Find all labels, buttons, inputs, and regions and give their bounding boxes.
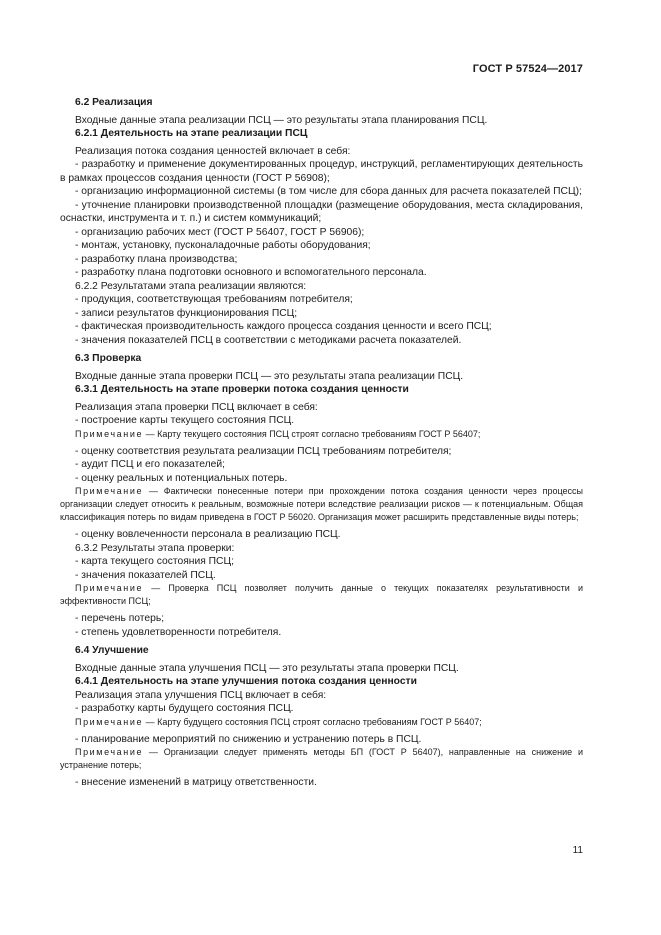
note-text: — Фактически понесенные потери при прохождении потока создания ценности через процессы организации следует относить к реальным, возможные потери вследствие реализации рисков — к потенциальным. Общая классификация потерь по видам приведена в ГОСТ Р 56020. Организация может расширить представленные виды потерь; xyxy=(60,486,583,522)
list-item: - разработку и применение документированных процедур, инструкций, регламентирующих деятельность в рамках процессов создания ценности (ГОСТ Р 56908); xyxy=(60,159,583,184)
paragraph: 6.3.2 Результаты этапа проверки: xyxy=(75,542,235,554)
paragraph: 6.2.2 Результатами этапа реализации являются: xyxy=(75,280,307,292)
list-item: - степень удовлетворенности потребителя. xyxy=(75,626,282,638)
note-label: Примечание xyxy=(75,428,144,439)
list-item: - значения показателей ПСЦ в соответствии с методиками расчета показателей. xyxy=(75,334,462,346)
paragraph: Входные данные этапа реализации ПСЦ — это результаты этапа планирования ПСЦ. xyxy=(75,114,488,126)
paragraph: Входные данные этапа проверки ПСЦ — это результаты этапа реализации ПСЦ. xyxy=(75,370,464,382)
paragraph: Реализация этапа улучшения ПСЦ включает в себя: xyxy=(75,689,327,701)
note-label: Примечание xyxy=(75,583,144,593)
section-heading: 6.4 Улучшение xyxy=(75,645,149,656)
list-item: - фактическая производительность каждого процесса создания ценности и всего ПСЦ; xyxy=(75,321,492,332)
note-label: Примечание xyxy=(75,747,144,757)
note-text: — Карту будущего состояния ПСЦ строят согласно требованиям ГОСТ Р 56407; xyxy=(143,716,482,727)
note-label: Примечание xyxy=(75,716,144,727)
list-item: - перечень потерь; xyxy=(75,613,165,624)
list-item: - планирование мероприятий по снижению и устранению потерь в ПСЦ. xyxy=(75,733,422,745)
note-label: Примечание xyxy=(75,486,144,496)
document-body xyxy=(60,91,583,790)
list-item: - построение карты текущего состояния ПСЦ. xyxy=(75,415,295,426)
paragraph: Реализация потока создания ценностей включает в себя: xyxy=(75,145,351,157)
list-item: - уточнение планировки производственной площадки (размещение оборудования, места складирования, оснастки, инструмента и т. п.) и систем коммуникаций; xyxy=(60,199,583,224)
list-item: - монтаж, установку, пусконаладочные работы оборудования; xyxy=(75,240,371,251)
note-paragraph xyxy=(60,746,583,772)
note-paragraph xyxy=(60,428,583,441)
note-paragraph xyxy=(60,485,583,524)
note-text: — Карту текущего состояния ПСЦ строят согласно требованиям ГОСТ Р 56407; xyxy=(143,428,481,439)
list-item: - записи результатов функционирования ПСЦ; xyxy=(75,307,298,319)
list-item: - аудит ПСЦ и его показателей; xyxy=(75,459,226,470)
list-item: - продукция, соответствующая требованиям потребителя; xyxy=(75,294,353,305)
paragraph: Входные данные этапа улучшения ПСЦ — это результаты этапа проверки ПСЦ. xyxy=(75,662,459,674)
section-heading: 6.4.1 Деятельность на этапе улучшения потока создания ценности xyxy=(75,676,417,687)
section-heading: 6.2 Реализация xyxy=(75,97,153,108)
list-item: - разработку плана подготовки основного и вспомогательного персонала. xyxy=(75,267,427,278)
note-text: — Организации следует применять методы БП (ГОСТ Р 56407), направленные на снижение и устранение потерь; xyxy=(60,747,583,770)
list-item: - организацию рабочих мест (ГОСТ Р 56407, ГОСТ Р 56906); xyxy=(75,226,365,238)
section-heading: 6.3.1 Деятельность на этапе проверки потока создания ценности xyxy=(75,384,409,395)
note-paragraph xyxy=(60,582,583,608)
page-number: 11 xyxy=(572,845,583,856)
list-item: - оценку вовлеченности персонала в реализацию ПСЦ. xyxy=(75,529,341,540)
section-heading: 6.3 Проверка xyxy=(75,353,142,364)
section-heading: 6.2.1 Деятельность на этапе реализации ПСЦ xyxy=(75,128,308,139)
list-item: - организацию информационной системы (в том числе для сбора данных для расчета показателей ПСЦ); xyxy=(75,186,582,197)
note-text: — Проверка ПСЦ позволяет получить данные о текущих показателях результативности и эффективности ПСЦ; xyxy=(60,583,583,606)
list-item: - разработку плана производства; xyxy=(75,253,238,265)
list-item: - карта текущего состояния ПСЦ; xyxy=(75,556,234,567)
list-item: - оценку реальных и потенциальных потерь. xyxy=(75,472,288,484)
list-item: - значения показателей ПСЦ. xyxy=(75,569,216,581)
list-item: - разработку карты будущего состояния ПСЦ. xyxy=(75,703,294,714)
list-item: - оценку соответствия результата реализации ПСЦ требованиям потребителя; xyxy=(75,445,452,457)
standard-designation: ГОСТ Р 57524—2017 xyxy=(472,63,583,75)
list-item: - внесение изменений в матрицу ответственности. xyxy=(75,777,317,788)
note-paragraph xyxy=(60,716,583,729)
paragraph: Реализация этапа проверки ПСЦ включает в себя: xyxy=(75,401,318,413)
